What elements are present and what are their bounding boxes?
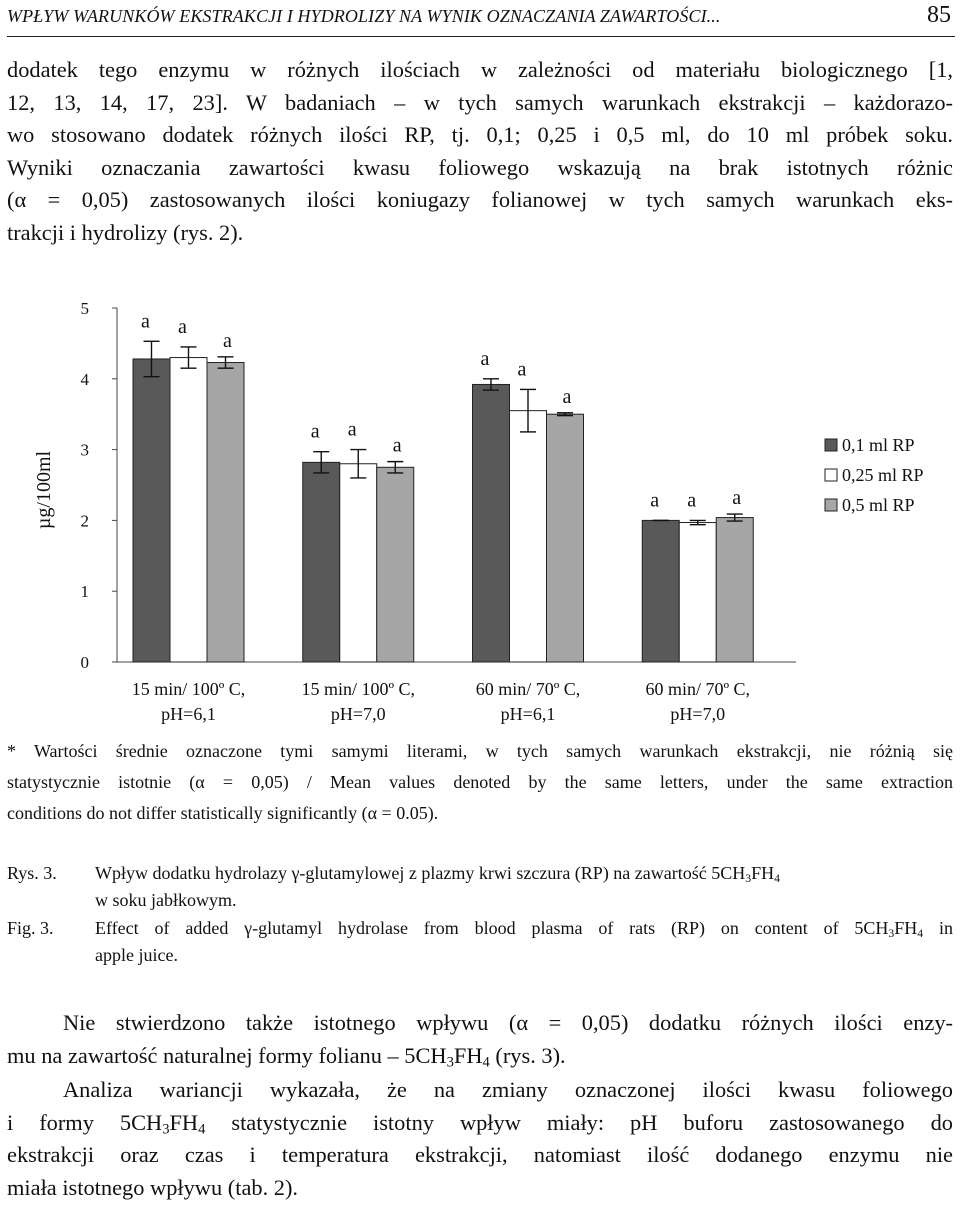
y-tick-label: 3 xyxy=(80,440,89,460)
text-part: i formy 5CH xyxy=(7,1109,163,1135)
y-tick-label: 4 xyxy=(80,369,89,389)
bar xyxy=(170,358,207,662)
caption-text-part: FH xyxy=(751,863,775,883)
bar xyxy=(547,414,584,662)
text-line: 12, 13, 14, 17, 23]. W badaniach – w tych samych warunkach ekstrakcji – każdorazo- xyxy=(7,89,953,115)
subscript: 4 xyxy=(198,1121,206,1138)
significance-letter: a xyxy=(480,347,490,370)
figure-caption-pl xyxy=(7,860,953,916)
caption-text-part: apple juice. xyxy=(95,945,178,965)
subscript: 3 xyxy=(162,1121,170,1138)
caption-text-part: w soku jabłkowym. xyxy=(95,890,237,910)
subscript: 4 xyxy=(917,926,924,940)
subscript: 4 xyxy=(774,871,780,885)
x-tick-label: pH=7,0 xyxy=(330,704,386,724)
x-tick-label: 60 min/ 70º C, xyxy=(475,679,581,699)
significance-letter: a xyxy=(562,385,572,408)
x-tick-label: 15 min/ 100º C, xyxy=(131,679,246,699)
text-line: miała istotnego wpływu (tab. 2). xyxy=(7,1174,299,1200)
bar xyxy=(473,384,510,662)
text-part: FH xyxy=(169,1109,199,1135)
bar xyxy=(679,523,716,662)
caption-label: Fig. 3. xyxy=(7,918,54,938)
legend-swatch xyxy=(825,469,837,481)
subscript: 3 xyxy=(888,926,895,940)
text-part: (rys. 3). xyxy=(489,1042,566,1068)
x-tick-label: pH=6,1 xyxy=(161,704,216,724)
y-tick-label: 1 xyxy=(80,582,89,602)
y-axis-label: µg/100ml xyxy=(33,450,55,530)
text-line: ekstrakcji oraz czas i temperatura ekstrakcji, natomiast ilość dodanego enzymu nie xyxy=(7,1142,953,1167)
bar-chart xyxy=(30,295,930,727)
text-line: Analiza wariancji wykazała, że na zmiany oznaczonej ilości kwasu foliowego xyxy=(63,1077,953,1102)
text-part: statystycznie istotny wpływ miały: pH buforu zastosowanego do xyxy=(205,1109,953,1135)
significance-letter: a xyxy=(223,329,232,352)
text-line: Wyniki oznaczania zawartości kwasu foliowego wskazują na brak istotnych różnic xyxy=(7,154,953,180)
text-line: Nie stwierdzono także istotnego wpływu (α = 0,05) dodatku różnych ilości enzy- xyxy=(63,1010,953,1035)
legend-label: 0,25 ml RP xyxy=(842,465,924,485)
text-line: wo stosowano dodatek różnych ilości RP, tj. 0,1; 0,25 i 0,5 ml, do 10 ml próbek soku. xyxy=(7,122,953,147)
bar xyxy=(207,363,244,662)
legend-swatch xyxy=(825,439,837,451)
y-tick-label: 0 xyxy=(80,653,89,672)
paragraph-3 xyxy=(7,1074,953,1204)
text-part: FH xyxy=(453,1042,483,1068)
caption-text xyxy=(95,860,953,914)
subscript: 4 xyxy=(482,1054,490,1071)
text-line: (α = 0,05) zastosowanych ilości koniugazy folianowej w tych samych warunkach eks- xyxy=(7,187,953,212)
subscript: 3 xyxy=(446,1054,454,1071)
caption-text xyxy=(95,915,953,969)
significance-letter: a xyxy=(687,489,697,512)
significance-letter: a xyxy=(732,487,742,510)
legend-label: 0,5 ml RP xyxy=(842,495,915,515)
footnote-line: * Wartości średnie oznaczone tymi samymi literami, w tych samych warunkach ekstrakcji, nie różnią się xyxy=(7,741,953,761)
paragraph-2 xyxy=(7,1007,953,1072)
text-line: dodatek tego enzymu w różnych ilościach w zależności od materiału biologicznego [1, xyxy=(7,57,953,82)
significance-letter: a xyxy=(517,358,527,381)
caption-text-part: FH xyxy=(894,918,918,938)
x-tick-label: pH=6,1 xyxy=(500,704,556,724)
bar xyxy=(716,518,753,662)
caption-text-part: Wpływ dodatku hydrolazy γ-glutamylowej z plazmy krwi szczura (RP) na zawartość 5CH xyxy=(95,863,746,883)
text-line xyxy=(7,1040,953,1073)
significance-letter: a xyxy=(141,310,150,333)
y-tick-label: 2 xyxy=(80,511,89,531)
footnote-line: conditions do not differ statistically significantly (α = 0.05). xyxy=(7,803,439,823)
page-number: 85 xyxy=(927,2,951,28)
bar xyxy=(303,462,340,662)
legend-label: 0,1 ml RP xyxy=(842,435,915,455)
bar xyxy=(642,520,679,662)
bar xyxy=(340,464,377,662)
x-tick-label: 15 min/ 100º C, xyxy=(301,679,416,699)
chart-footnote xyxy=(7,736,953,829)
legend-swatch xyxy=(825,499,837,511)
significance-letter: a xyxy=(392,434,402,457)
bar xyxy=(510,411,547,662)
paragraph-1 xyxy=(7,54,953,249)
y-tick-label: 5 xyxy=(80,299,89,318)
figure-caption-en xyxy=(7,915,953,971)
footnote-line: statystycznie istotnie (α = 0,05) / Mean values denoted by the same letters, under the same extraction xyxy=(7,772,953,792)
caption-text-part: Effect of added γ-glutamyl hydrolase from blood plasma of rats (RP) on content of 5CH xyxy=(95,918,889,938)
significance-letter: a xyxy=(650,489,660,512)
bar xyxy=(133,359,170,662)
x-tick-label: 60 min/ 70º C, xyxy=(645,679,751,699)
text-part: mu na zawartość naturalnej formy folianu – 5CH xyxy=(7,1042,447,1068)
bar xyxy=(377,467,414,662)
text-line xyxy=(7,1107,953,1140)
caption-label: Rys. 3. xyxy=(7,863,57,883)
significance-letter: a xyxy=(178,315,187,338)
text-line: trakcji i hydrolizy (rys. 2). xyxy=(7,219,244,245)
page-header xyxy=(7,0,955,37)
running-head: WPŁYW WARUNKÓW EKSTRAKCJI I HYDROLIZY NA WYNIK OZNACZANIA ZAWARTOŚCI... xyxy=(7,6,721,26)
caption-text-part: in xyxy=(923,918,953,938)
subscript: 3 xyxy=(745,871,752,885)
significance-letter: a xyxy=(310,420,320,443)
x-tick-label: pH=7,0 xyxy=(670,704,726,724)
significance-letter: a xyxy=(347,418,357,441)
